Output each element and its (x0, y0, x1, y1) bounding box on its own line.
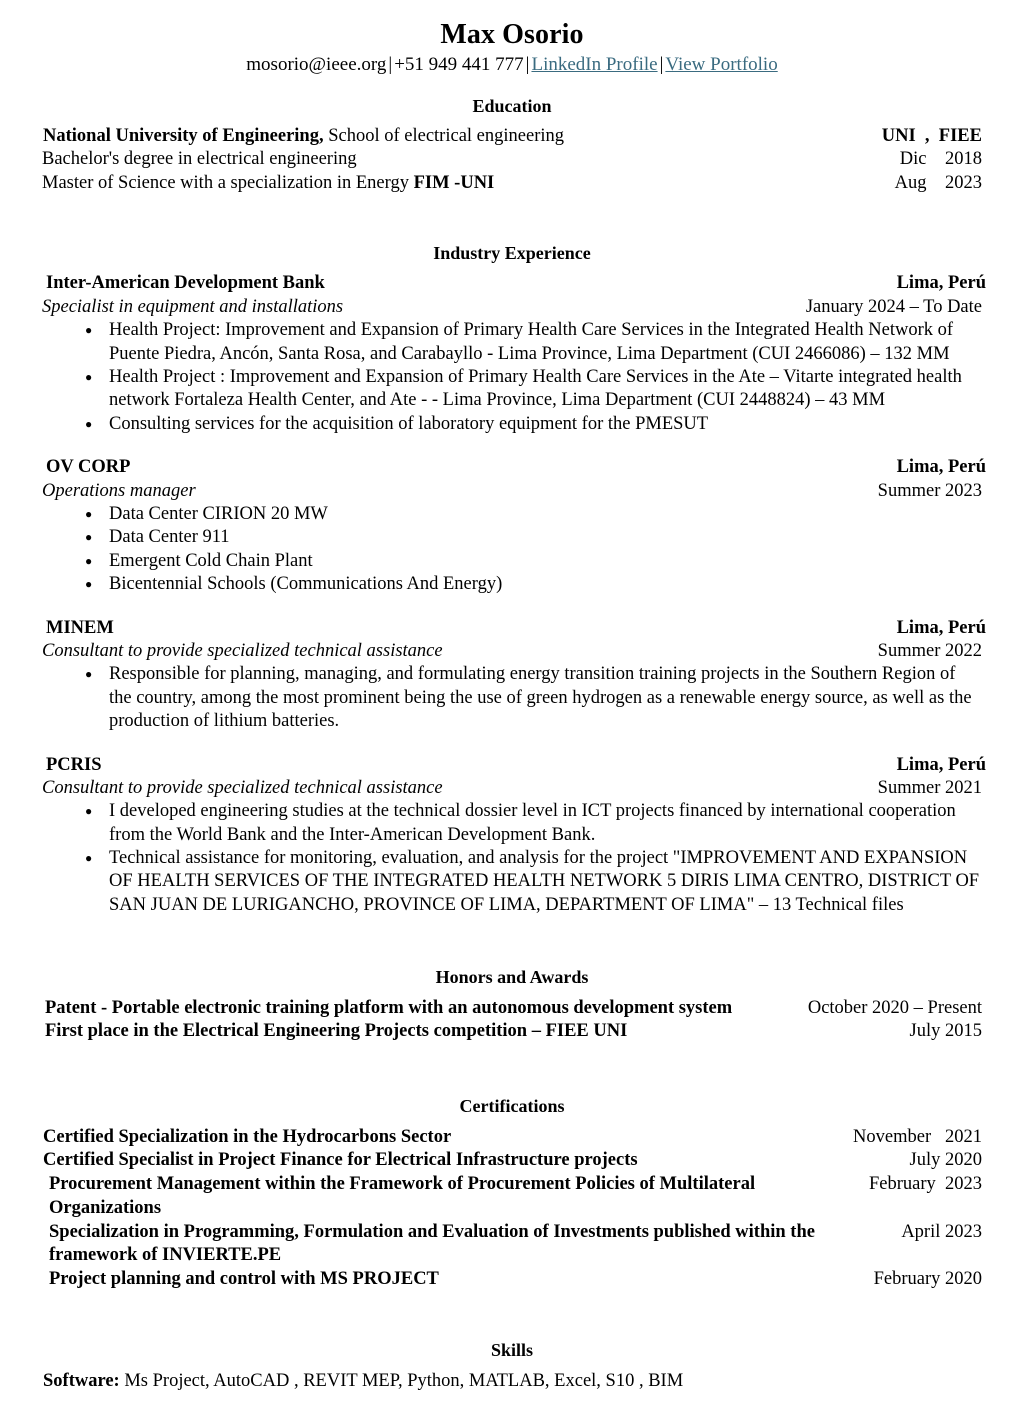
spacer-honors (42, 917, 982, 965)
education-degree-master: Master of Science with a specialization in Energy (42, 172, 414, 193)
skills-value: Ms Project, AutoCAD , REVIT MEP, Python, MATLAB, Excel, S10 , BIM (119, 1371, 684, 1392)
job-bullet: ● Technical assistance for monitoring, evaluation, and analysis for the project "IMPROVEMENT AND EXPANSION OF HEALTH SERVICES OF THE INTEGRATED HEALTH NETWORK 5 DIRIS LIMA CENTRO, DISTRICT OF SAN JUAN DE LURIGANCHO, PROVINCE OF LIMA, DEPARTMENT OF LIMA" – 13 Technical files (42, 847, 982, 917)
job-dates: January 2024 – To Date (805, 296, 982, 317)
job-company: Inter-American Development Bank (46, 273, 325, 294)
experience-item-pcris (42, 754, 986, 918)
education-institution: National University of Engineering, (43, 126, 324, 147)
experience-item-idb (42, 272, 986, 436)
education-date-bachelor: Dic 2018 (899, 149, 982, 170)
view-portfolio-link[interactable]: View Portfolio (665, 54, 778, 76)
contact-line (42, 53, 982, 78)
job-header (42, 456, 986, 479)
skills-software-line (42, 1369, 982, 1393)
job-bullet: ● I developed engineering studies at the technical dossier level in ICT projects financed by international cooperation from the World Bank and the Inter-American Development Bank. (42, 800, 982, 847)
job-bullet: ● Consulting services for the acquisition of laboratory equipment for the PMESUT (42, 413, 982, 436)
honors-item (42, 1020, 982, 1044)
honors-list (42, 997, 982, 1045)
spacer (42, 1362, 982, 1369)
certification-date: February 2023 (868, 1174, 982, 1195)
spacer (42, 990, 982, 997)
job-bullet: ● Data Center 911 (42, 526, 982, 549)
job-company: OV CORP (46, 457, 131, 478)
job-bullet: ● Bicentennial Schools (Communications And Energy) (42, 573, 982, 596)
certification-title: Procurement Management within the Framework of Procurement Policies of Multilateral Organizations (49, 1174, 756, 1218)
job-role: Consultant to provide specialized technical assistance (42, 640, 443, 661)
job-location: Lima, Perú (896, 754, 986, 775)
experience-item-ovcorp (42, 456, 986, 596)
job-header (42, 754, 986, 777)
job-bullet-list (42, 663, 982, 733)
spacer-education (42, 80, 982, 94)
job-subheader (42, 296, 982, 319)
section-heading-certifications: Certifications (459, 1096, 565, 1117)
job-bullet: ● Responsible for planning, managing, and formulating energy transition training projects in the Southern Region of the country, among the most prominent being the use of green hydrogen as a renewable energy source, as well as the production of lithium batteries. (42, 663, 982, 733)
page-title: Max Osorio (440, 19, 584, 50)
certification-item (42, 1173, 982, 1221)
separator-2: | (525, 54, 530, 76)
certification-date: November 2021 (853, 1126, 982, 1147)
linkedin-profile-link[interactable]: LinkedIn Profile (531, 54, 658, 76)
honors-title: Patent - Portable electronic training platform with an autonomous development system (45, 997, 733, 1018)
certification-title: Project planning and control with MS PROJECT (49, 1269, 439, 1290)
certification-title: Certified Specialist in Project Finance for Electrical Infrastructure projects (43, 1150, 638, 1171)
job-bullet: ● Data Center CIRION 20 MW (42, 503, 982, 526)
job-dates: Summer 2021 (877, 777, 982, 798)
spacer (42, 265, 982, 272)
certification-date: February 2020 (873, 1269, 982, 1290)
education-degree-bachelor: Bachelor's degree in electrical engineering (42, 149, 357, 170)
certification-date: July 2020 (909, 1150, 982, 1171)
job-location: Lima, Perú (896, 617, 986, 638)
job-company: MINEM (46, 617, 114, 638)
certification-item (42, 1268, 982, 1292)
spacer-certifications (42, 1044, 982, 1094)
job-role: Operations manager (42, 480, 196, 501)
email-text: mosorio@ieee.org (246, 54, 387, 76)
certification-item (42, 1149, 982, 1173)
separator-1: | (388, 54, 393, 76)
job-bullet: ● Emergent Cold Chain Plant (42, 550, 982, 573)
section-heading-skills: Skills (490, 1339, 534, 1360)
job-dates: Summer 2022 (877, 640, 982, 661)
job-role: Consultant to provide specialized technical assistance (42, 777, 443, 798)
education-master-school: FIM -UNI (413, 172, 495, 193)
education-department: School of electrical engineering (323, 126, 564, 147)
honors-title: First place in the Electrical Engineering Projects competition – FIEE UNI (45, 1021, 628, 1042)
job-dates: Summer 2023 (877, 480, 982, 501)
job-header (42, 272, 986, 295)
job-location: Lima, Perú (896, 273, 986, 294)
education-entry (42, 172, 982, 195)
section-heading-honors: Honors and Awards (435, 967, 589, 988)
section-heading-education: Education (472, 95, 552, 116)
certification-title: Certified Specialization in the Hydrocarbons Sector (43, 1126, 452, 1147)
job-header (42, 617, 986, 640)
education-list (42, 125, 982, 195)
honors-date: October 2020 – Present (807, 997, 982, 1018)
job-subheader (42, 480, 982, 503)
spacer-skills (42, 1292, 982, 1338)
experience-item-minem (42, 617, 986, 734)
certification-item (42, 1221, 982, 1269)
job-bullet: ● Health Project: Improvement and Expansion of Primary Health Care Services in the Integrated Health Network of Puente Piedra, Ancón, Santa Rosa, and Carabayllo - Lima Province, Lima Department (CUI 2466086) – 132 MM (42, 319, 982, 366)
job-bullet: ● Health Project : Improvement and Expansion of Primary Health Care Services in the Ate – Vitarte integrated health network Fortaleza Health Center, and Ate - - Lima Province, Lima Department (CUI 2448824) – 43 MM (42, 366, 982, 413)
job-bullet-list (42, 503, 982, 597)
certifications-list (42, 1126, 982, 1292)
honors-item (42, 997, 982, 1021)
spacer (42, 118, 982, 125)
phone-text: +51 949 441 777 (394, 54, 524, 76)
experience-list (42, 272, 986, 917)
education-date-master: Aug 2023 (894, 172, 982, 193)
spacer (42, 1119, 982, 1126)
education-entry (42, 148, 982, 171)
education-entry-left (42, 172, 895, 195)
education-entry-left (42, 125, 882, 148)
certification-item (42, 1126, 982, 1150)
section-heading-experience: Industry Experience (433, 243, 591, 264)
honors-date: July 2015 (909, 1021, 982, 1042)
job-subheader (42, 640, 982, 663)
job-location: Lima, Perú (896, 457, 986, 478)
job-subheader (42, 777, 982, 800)
certification-title: Specialization in Programming, Formulation and Evaluation of Investments published within the framework of INVIERTE.PE (49, 1221, 815, 1266)
skills-label: Software: (43, 1371, 120, 1392)
job-bullet-list (42, 319, 982, 436)
spacer-experience (42, 195, 982, 241)
job-role: Specialist in equipment and installations (42, 296, 344, 317)
education-entry (42, 125, 982, 148)
job-company: PCRIS (46, 754, 102, 775)
education-entry-right: UNI , FIEE (881, 126, 982, 147)
certification-date: April 2023 (901, 1221, 982, 1242)
separator-3: | (659, 54, 664, 76)
job-bullet-list (42, 800, 982, 917)
